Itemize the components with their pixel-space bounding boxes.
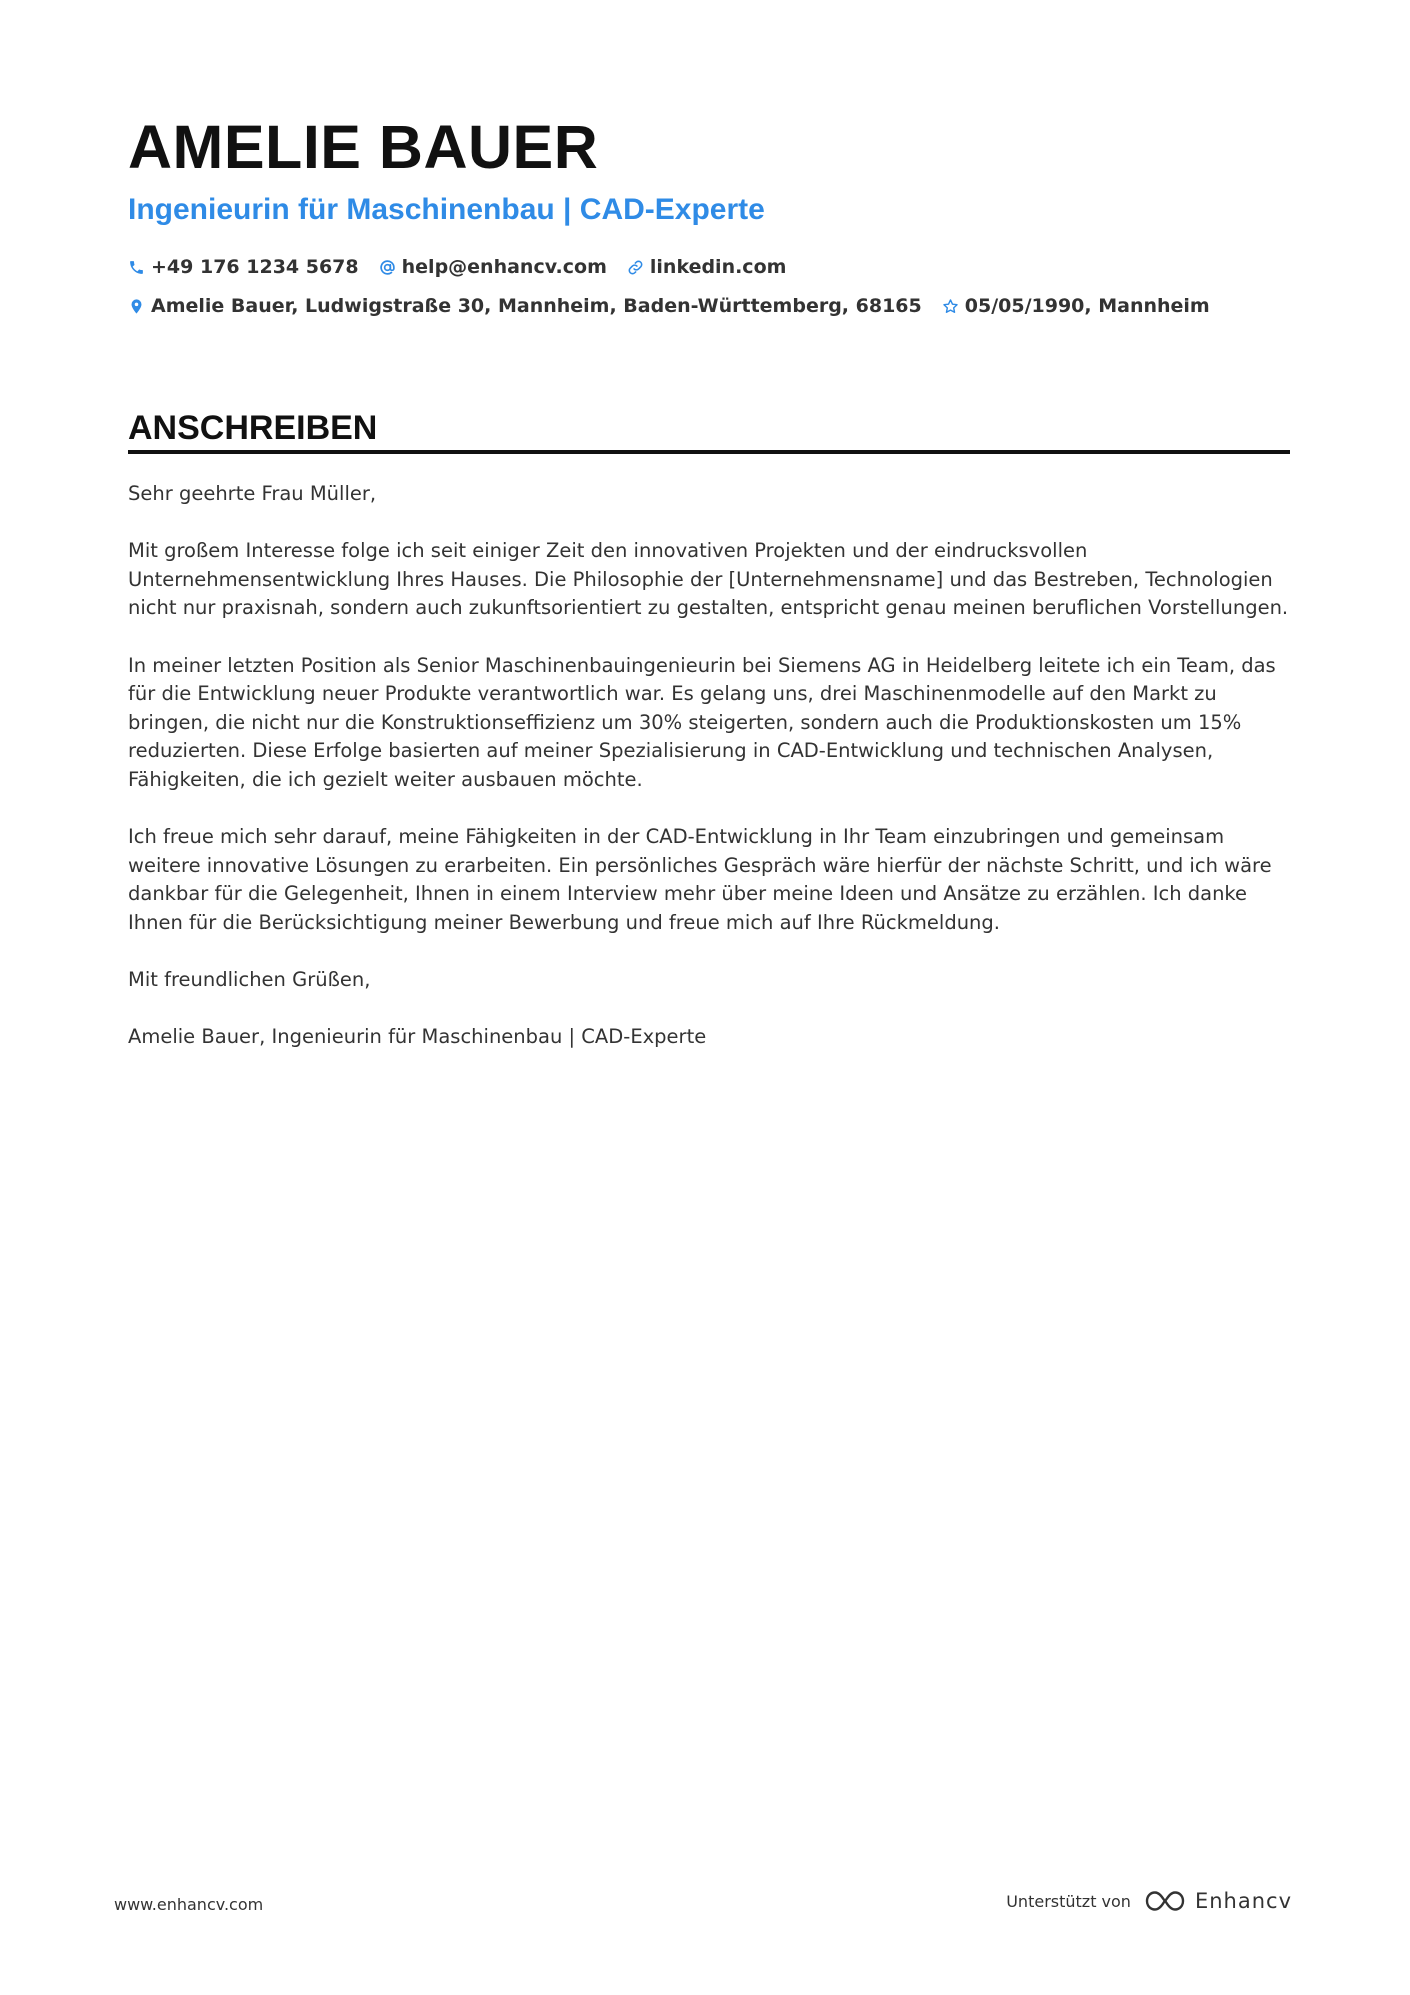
contact-address — [128, 292, 922, 320]
section-title: ANSCHREIBEN — [128, 409, 378, 447]
contact-email[interactable] — [379, 253, 607, 281]
phone-icon — [128, 259, 145, 276]
link-icon — [627, 259, 644, 276]
brand-name: Enhancv — [1194, 1889, 1292, 1913]
letter-paragraph: Ich freue mich sehr darauf, meine Fähigkeiten in der CAD-Entwicklung in Ihr Team einzubringen und gemeinsam weitere innovative Lösungen zu erarbeiten. Ein persönliches Gespräch wäre hierfür der nächste Schritt, und ich wäre dankbar für die Gelegenheit, Ihnen in einem Interview mehr über meine Ideen und Ansätze zu erzählen. Ich danke Ihnen für die Berücksichtigung meiner Bewerbung und freue mich auf Ihre Rückmeldung. — [128, 825, 1272, 934]
letter-salutation: Sehr geehrte Frau Müller, — [128, 482, 377, 505]
section-divider — [128, 450, 1290, 454]
contact-linkedin-text[interactable]: linkedin.com — [649, 256, 787, 278]
letter-signature: Amelie Bauer, Ingenieurin für Maschinenbau | CAD-Experte — [128, 1025, 707, 1049]
enhancv-logo-icon — [1143, 1888, 1187, 1914]
brand-logo[interactable] — [1143, 1888, 1292, 1914]
contact-phone — [128, 253, 359, 281]
powered-by-label: Unterstützt von — [1006, 1891, 1131, 1911]
footer-website[interactable]: www.enhancv.com — [114, 1895, 264, 1914]
footer-branding — [1006, 1888, 1292, 1914]
letter-body — [128, 480, 1290, 1080]
letter-paragraph: In meiner letzten Position als Senior Maschinenbauingenieurin bei Siemens AG in Heidelberg leitete ich ein Team, das für die Entwicklung neuer Produkte verantwortlich war. Es gelang uns, drei Maschinenmodelle auf den Markt zu bringen, die nicht nur die Konstruktionseffizienz um 30% steigerten, sondern auch die Produktionskosten um 15% reduzierten. Diese Erfolge basierten auf meiner Spezialisierung in CAD-Entwicklung und technischen Analysen, Fähigkeiten, die ich gezielt weiter ausbauen möchte. — [128, 653, 1276, 791]
contact-address-text: Amelie Bauer, Ludwigstraße 30, Mannheim, Baden-Württemberg, 68165 — [151, 295, 922, 317]
contact-email-text[interactable]: help@enhancv.com — [401, 256, 607, 278]
at-icon — [379, 259, 396, 276]
contact-phone-text: +49 176 1234 5678 — [151, 256, 359, 278]
contact-linkedin[interactable] — [627, 253, 787, 281]
contact-birth-text: 05/05/1990, Mannheim — [964, 295, 1210, 317]
star-icon — [942, 298, 959, 315]
location-pin-icon — [128, 298, 145, 315]
contact-birth — [942, 292, 1210, 320]
contact-row-secondary — [128, 292, 1210, 320]
applicant-name: AMELIE BAUER — [128, 113, 599, 181]
letter-paragraph: Mit großem Interesse folge ich seit einiger Zeit den innovativen Projekten und der eindrucksvollen Unternehmensentwicklung Ihres Hauses. Die Philosophie der [Unternehmensname] und das Bestreben, Technologien nicht nur praxisnah, sondern auch zukunftsorientiert zu gestalten, entspricht genau meinen beruflichen Vorstellungen. — [128, 539, 1289, 620]
contact-row-primary — [128, 253, 786, 281]
letter-closing: Mit freundlichen Grüßen, — [128, 968, 371, 992]
applicant-title: Ingenieurin für Maschinenbau | CAD-Experte — [128, 193, 765, 226]
